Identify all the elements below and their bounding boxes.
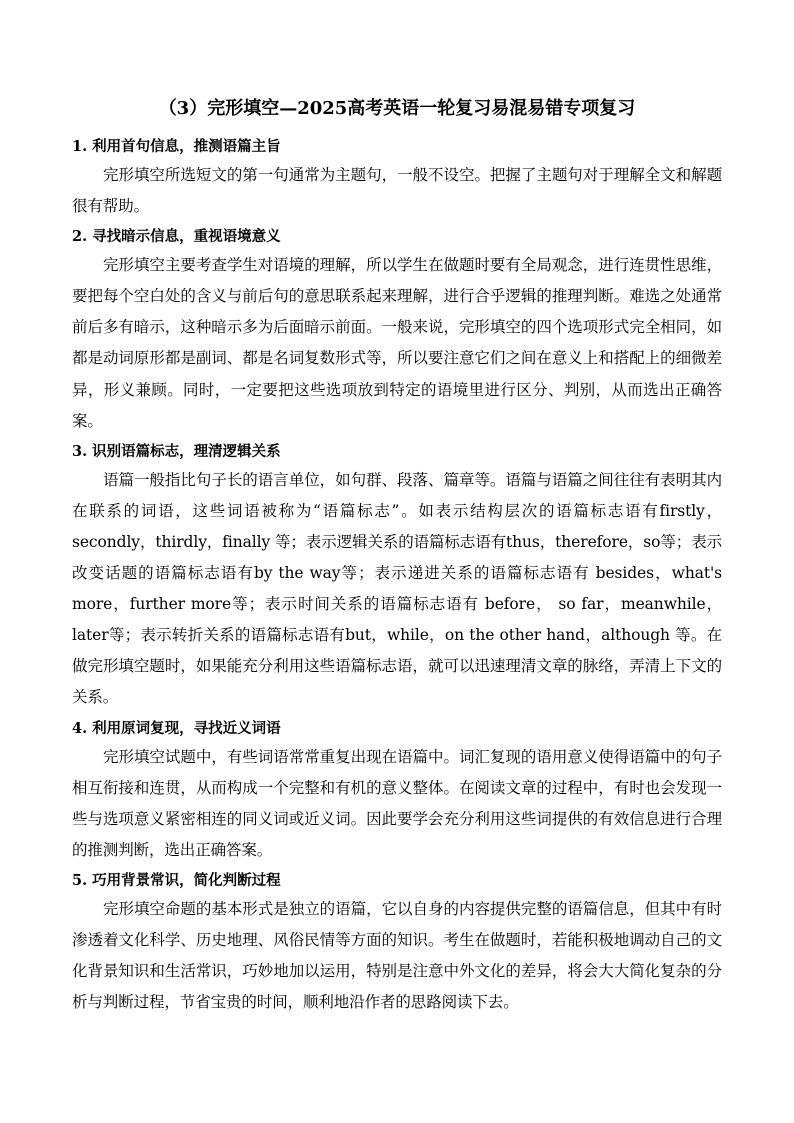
section-paragraph: 完形填空所选短文的第一句通常为主题句，一般不设空。把握了主题句对于理解全文和解题很有帮助。 [72, 166, 722, 216]
section-heading: 3. 识别语篇标志，理清逻辑关系 [72, 442, 281, 460]
section-3 [72, 439, 722, 714]
section-heading: 1. 利用首句信息，推测语篇主旨 [72, 138, 281, 155]
section-paragraph: 完形填空主要考查学生对语境的理解，所以学生在做题时要有全局观念，进行连贯性思维，要把每个空白处的含义与前后句的意思联系起来理解，进行合乎逻辑的推理判断。难选之处通常前后多有暗示，这种暗示多为后面暗示前面。一般来说，完形填空的四个选项形式完全相同，如都是动词原形都是副词、都是名词复数形式等，所以要注意它们之间在意义上和搭配上的细微差异，形义兼顾。同时，一定要把这些选项放到特定的语境里进行区分、判别，从而选出正确答案。 [72, 256, 722, 430]
section-paragraph: 语篇一般指比句子长的语言单位，如句群、段落、篇章等。语篇与语篇之间往往有表明其内在联系的词语，这些词语被称为“语篇标志”。如表示结构层次的语篇标志语有firstly，secondly，thirdly，finally 等；表示逻辑关系的语篇标志语有thus，therefore，so等；表示改变话题的语篇标志语有by the way等；表示递进关系的语篇标志语有 besides，what's more，further more等；表示时间关系的语篇标志语有 before， so far，meanwhile，later等；表示转折关系的语篇标志语有but，while，on the other hand，although 等。在做完形填空题时，如果能充分利用这些语篇标志语，就可以迅速理清文章的脉络，弄清上下文的关系。 [72, 470, 722, 707]
section-2 [72, 224, 722, 437]
section-4 [72, 716, 722, 866]
section-heading: 4. 利用原词复现，寻找近义词语 [72, 719, 281, 737]
section-paragraph: 完形填空试题中，有些词语常常重复出现在语篇中。词汇复现的语用意义使得语篇中的句子相互衔接和连贯，从而构成一个完整和有机的意义整体。在阅读文章的过程中，有时也会发现一些与选项意义紧密相连的同义词或近义词。因此要学会充分利用这些词提供的有效信息进行合理的推测判断，选出正确答案。 [72, 747, 722, 859]
document-body [72, 134, 722, 1018]
section-1 [72, 134, 722, 222]
section-paragraph: 完形填空命题的基本形式是独立的语篇，它以自身的内容提供完整的语篇信息，但其中有时渗透着文化科学、历史地理、风俗民情等方面的知识。考生在做题时，若能积极地调动自己的文化背景知识和生活常识，巧妙地加以运用，特别是注意中外文化的差异，将会大大简化复杂的分析与判断过程，节省宝贵的时间，顺利地沿作者的思路阅读下去。 [72, 899, 722, 1012]
section-5 [72, 868, 722, 1018]
section-heading: 2. 寻找暗示信息，重视语境意义 [72, 228, 281, 246]
section-heading: 5. 巧用背景常识，简化判断过程 [72, 871, 281, 889]
document-title: （3）完形填空—2025高考英语一轮复习易混易错专项复习 [158, 98, 636, 119]
